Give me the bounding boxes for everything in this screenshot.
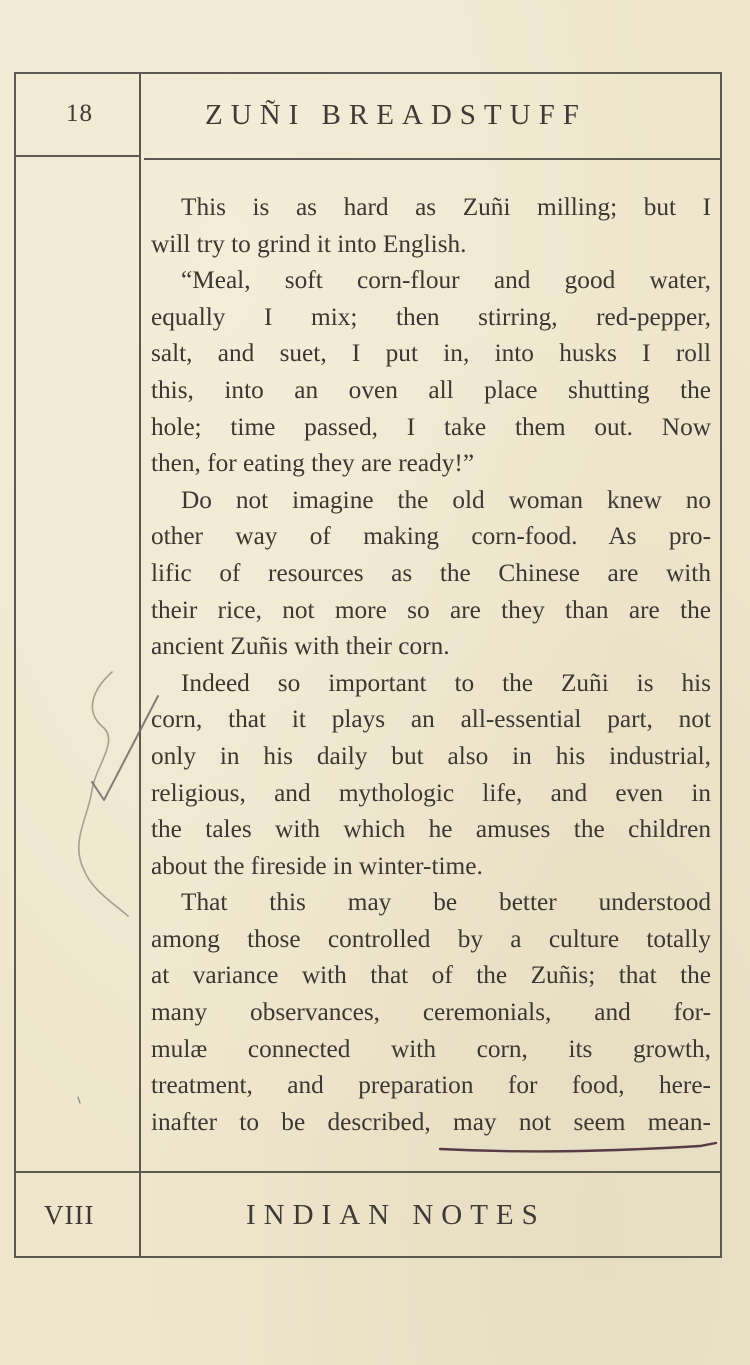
text-line: only in his daily but also in his industrial, (151, 741, 711, 770)
text-line: their rice, not more so are they than are the (151, 595, 711, 624)
text-line: hole; time passed, I take them out. Now (151, 412, 711, 441)
text-line: ancient Zuñis with their corn. (151, 632, 450, 661)
text-line: equally I mix; then stirring, red-pepper, (151, 302, 711, 331)
pencil-bracket-mark (79, 672, 128, 916)
text-line: at variance with that of the Zuñis; that the (151, 961, 711, 990)
text-line: mulæ connected with corn, its growth, (151, 1034, 711, 1063)
text-line: lific of resources as the Chinese are with (151, 558, 711, 587)
pencil-dot-mark (78, 1097, 80, 1103)
text-line: This is as hard as Zuñi milling; but I (181, 193, 711, 221)
text-line: That this may be better understood (181, 888, 711, 917)
ink-underline (440, 1143, 716, 1151)
pencil-checkmark (92, 696, 158, 800)
text-line: many observances, ceremonials, and for- (151, 998, 711, 1027)
text-line: will try to grind it into English. (151, 229, 467, 258)
text-line: treatment, and preparation for food, here- (151, 1071, 711, 1100)
text-line: corn, that it plays an all-essential part, not (151, 705, 711, 734)
text-line: other way of making corn-food. As pro- (151, 522, 711, 551)
text-line: Indeed so important to the Zuñi is his (181, 668, 711, 697)
text-line: “Meal, soft corn-flour and good water, (181, 266, 711, 295)
page-number: 18 (66, 100, 93, 127)
text-line: religious, and mythologic life, and even in (151, 778, 711, 807)
text-line: about the fireside in winter-time. (151, 851, 483, 880)
text-line: inafter to be described, may not seem mean- (151, 1107, 711, 1136)
text-line: among those controlled by a culture totally (151, 924, 711, 953)
text-line: Do not imagine the old woman knew no (181, 485, 711, 514)
volume-number: VIII (44, 1200, 95, 1230)
text-line: salt, and suet, I put in, into husks I roll (151, 339, 711, 368)
text-line: the tales with which he amuses the children (151, 815, 711, 844)
running-title: ZUÑI BREADSTUFF (205, 99, 587, 131)
text-line: this, into an oven all place shutting the (151, 375, 711, 404)
text-line: then, for eating they are ready!” (151, 449, 475, 478)
series-title: INDIAN NOTES (246, 1199, 546, 1231)
